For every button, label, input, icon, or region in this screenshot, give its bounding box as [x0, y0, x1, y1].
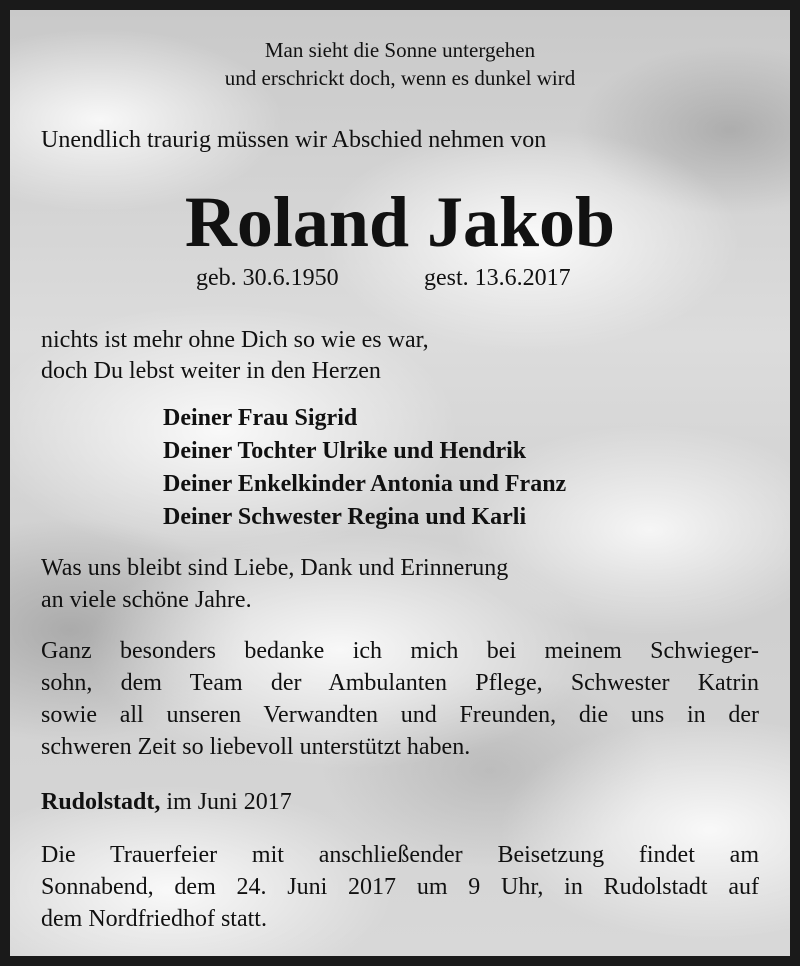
- funeral-line-1: Die Trauerfeier mit anschließender Beisetzung findet am: [41, 842, 759, 868]
- deceased-name: Roland Jakob: [184, 182, 616, 262]
- thanks-line-1: Ganz besonders bedanke ich mich bei meinem Schwieger-: [41, 638, 759, 664]
- thanks-line-2: sohn, dem Team der Ambulanten Pflege, Schwester Katrin: [41, 670, 759, 696]
- family-member: Deiner Frau Sigrid: [163, 405, 358, 431]
- remembrance-line-2: an viele schöne Jahre.: [41, 587, 252, 613]
- funeral-line-3: dem Nordfriedhof statt.: [41, 906, 267, 932]
- intro-text: Unendlich traurig müssen wir Abschied nehmen von: [41, 127, 547, 153]
- funeral-line-2: Sonnabend, dem 24. Juni 2017 um 9 Uhr, in Rudolstadt auf: [41, 874, 759, 900]
- motto-line-1: Man sieht die Sonne untergehen: [264, 38, 536, 62]
- thanks-line-4: schweren Zeit so liebevoll unterstützt haben.: [41, 734, 471, 760]
- birth-date: geb. 30.6.1950: [196, 265, 339, 291]
- place-date: [41, 790, 292, 814]
- thanks-line-3: sowie all unseren Verwandten und Freunden, die uns in der: [41, 702, 759, 728]
- family-member: Deiner Enkelkinder Antonia und Franz: [163, 471, 567, 497]
- family-member: Deiner Schwester Regina und Karli: [163, 504, 527, 530]
- remembrance-line-1: Was uns bleibt sind Liebe, Dank und Erinnerung: [41, 555, 509, 581]
- death-date: gest. 13.6.2017: [424, 265, 571, 291]
- tribute-line-1: nichts ist mehr ohne Dich so wie es war,: [41, 327, 429, 353]
- date-text: im Juni 2017: [166, 789, 292, 815]
- place-name: Rudolstadt,: [41, 789, 161, 815]
- family-member: Deiner Tochter Ulrike und Hendrik: [163, 438, 527, 464]
- motto-line-2: und erschrickt doch, wenn es dunkel wird: [224, 66, 576, 90]
- tribute-line-2: doch Du lebst weiter in den Herzen: [41, 358, 381, 384]
